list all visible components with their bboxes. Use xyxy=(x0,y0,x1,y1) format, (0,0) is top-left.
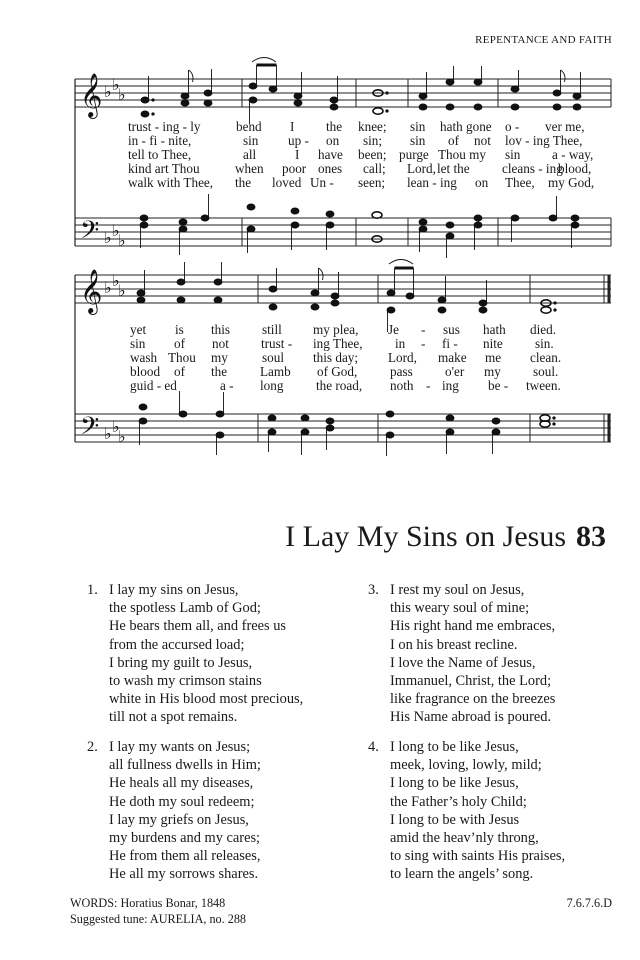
stanza-line: the Father’s holy Child; xyxy=(390,793,527,810)
stanza-line: He bears them all, and frees us xyxy=(109,618,287,635)
svg-text:♭: ♭ xyxy=(112,417,120,436)
tune-suggestion: Suggested tune: AURELIA, no. 288 xyxy=(70,912,247,926)
stanza-line: amid the heav’nly throng, xyxy=(390,830,539,847)
svg-text:♭: ♭ xyxy=(112,221,120,240)
svg-text:♭: ♭ xyxy=(104,228,112,247)
stanza-line: He all my sorrows shares. xyxy=(109,866,259,883)
stanza-line: from the accursed load; xyxy=(109,636,245,653)
treble-clef-icon: 𝄞 xyxy=(80,73,103,117)
bass-clef-icon: 𝄢 xyxy=(80,412,100,447)
bass-staff-2 xyxy=(75,414,611,442)
stanza-line: the spotless Lamb of God; xyxy=(109,600,261,617)
notes-bass-1 xyxy=(140,194,579,258)
stanza-line: I rest my soul on Jesus, xyxy=(390,582,525,598)
notes-bass-2 xyxy=(139,391,555,456)
words-credit: WORDS: Horatius Bonar, 1848 xyxy=(70,896,226,910)
stanza-line: His Name abroad is poured. xyxy=(390,709,552,726)
svg-text:♭: ♭ xyxy=(104,424,112,443)
treble-staff-2 xyxy=(75,275,611,303)
stanza-line: He doth my soul redeem; xyxy=(109,793,255,810)
svg-text:♭: ♭ xyxy=(112,271,120,290)
stanza-number: 4. xyxy=(368,739,379,755)
stanza-line: I on his breast recline. xyxy=(390,636,518,653)
stanza-line: Immanuel, Christ, the Lord; xyxy=(390,673,552,690)
hymn-title-text: I Lay My Sins on Jesus xyxy=(285,520,566,553)
stanza-line: my burdens and my cares; xyxy=(109,830,261,847)
stanza-line: this weary soul of mine; xyxy=(390,600,530,617)
stanza-line: I lay my griefs on Jesus, xyxy=(109,811,249,828)
svg-text:♭: ♭ xyxy=(118,85,126,104)
credits xyxy=(70,895,246,927)
svg-text:♭: ♭ xyxy=(118,231,126,250)
svg-text:♭: ♭ xyxy=(118,281,126,300)
meter: 7.6.7.6.D xyxy=(566,896,612,910)
stanza-line: to sing with saints His praises, xyxy=(390,848,566,865)
stanza-line: I bring my guilt to Jesus, xyxy=(109,654,253,671)
stanza-line: I long to be like Jesus, xyxy=(390,775,519,792)
stanza-line: till not a spot remains. xyxy=(109,709,238,726)
notes-treble-1 xyxy=(141,58,581,125)
svg-text:♭: ♭ xyxy=(118,427,126,446)
stanza-line: to wash my crimson stains xyxy=(109,673,262,690)
stanza-line: I lay my sins on Jesus, xyxy=(109,582,239,598)
stanza-line: white in His blood most precious, xyxy=(109,691,304,708)
stanza-line: like fragrance on the breezes xyxy=(390,691,556,708)
stanza-line: His right hand me embraces, xyxy=(390,618,556,635)
stanza-line: He heals all my diseases, xyxy=(109,775,254,792)
hymn-number: 83 xyxy=(576,520,606,553)
stanza-line: I long to be like Jesus, xyxy=(390,739,519,755)
stanza-line: all fullness dwells in Him; xyxy=(109,757,261,774)
stanza-4 xyxy=(368,738,566,884)
stanza-2 xyxy=(87,738,261,884)
stanza-1 xyxy=(87,581,304,727)
stanza-number: 3. xyxy=(368,582,379,598)
svg-text:♭: ♭ xyxy=(112,75,120,94)
stanza-line: I long to be with Jesus xyxy=(390,811,520,828)
stanza-number: 2. xyxy=(87,739,98,755)
bass-clef-icon: 𝄢 xyxy=(80,216,100,251)
stanza-line: I love the Name of Jesus, xyxy=(390,654,536,671)
section-heading: REPENTANCE AND FAITH xyxy=(475,34,612,46)
stanza-3 xyxy=(368,581,556,727)
svg-text:♭: ♭ xyxy=(104,82,112,101)
stanza-line: He from them all releases, xyxy=(109,848,261,865)
hymn-title xyxy=(285,520,606,554)
stanza-line: meek, loving, lowly, mild; xyxy=(390,757,542,774)
stanza-line: I lay my wants on Jesus; xyxy=(109,739,251,755)
stanza-line: to learn the angels’ song. xyxy=(390,866,534,883)
svg-text:♭: ♭ xyxy=(104,278,112,297)
stanza-number: 1. xyxy=(87,582,98,598)
bass-staff-1 xyxy=(75,218,611,246)
treble-clef-icon: 𝄞 xyxy=(80,269,103,313)
treble-staff-1 xyxy=(75,79,611,107)
